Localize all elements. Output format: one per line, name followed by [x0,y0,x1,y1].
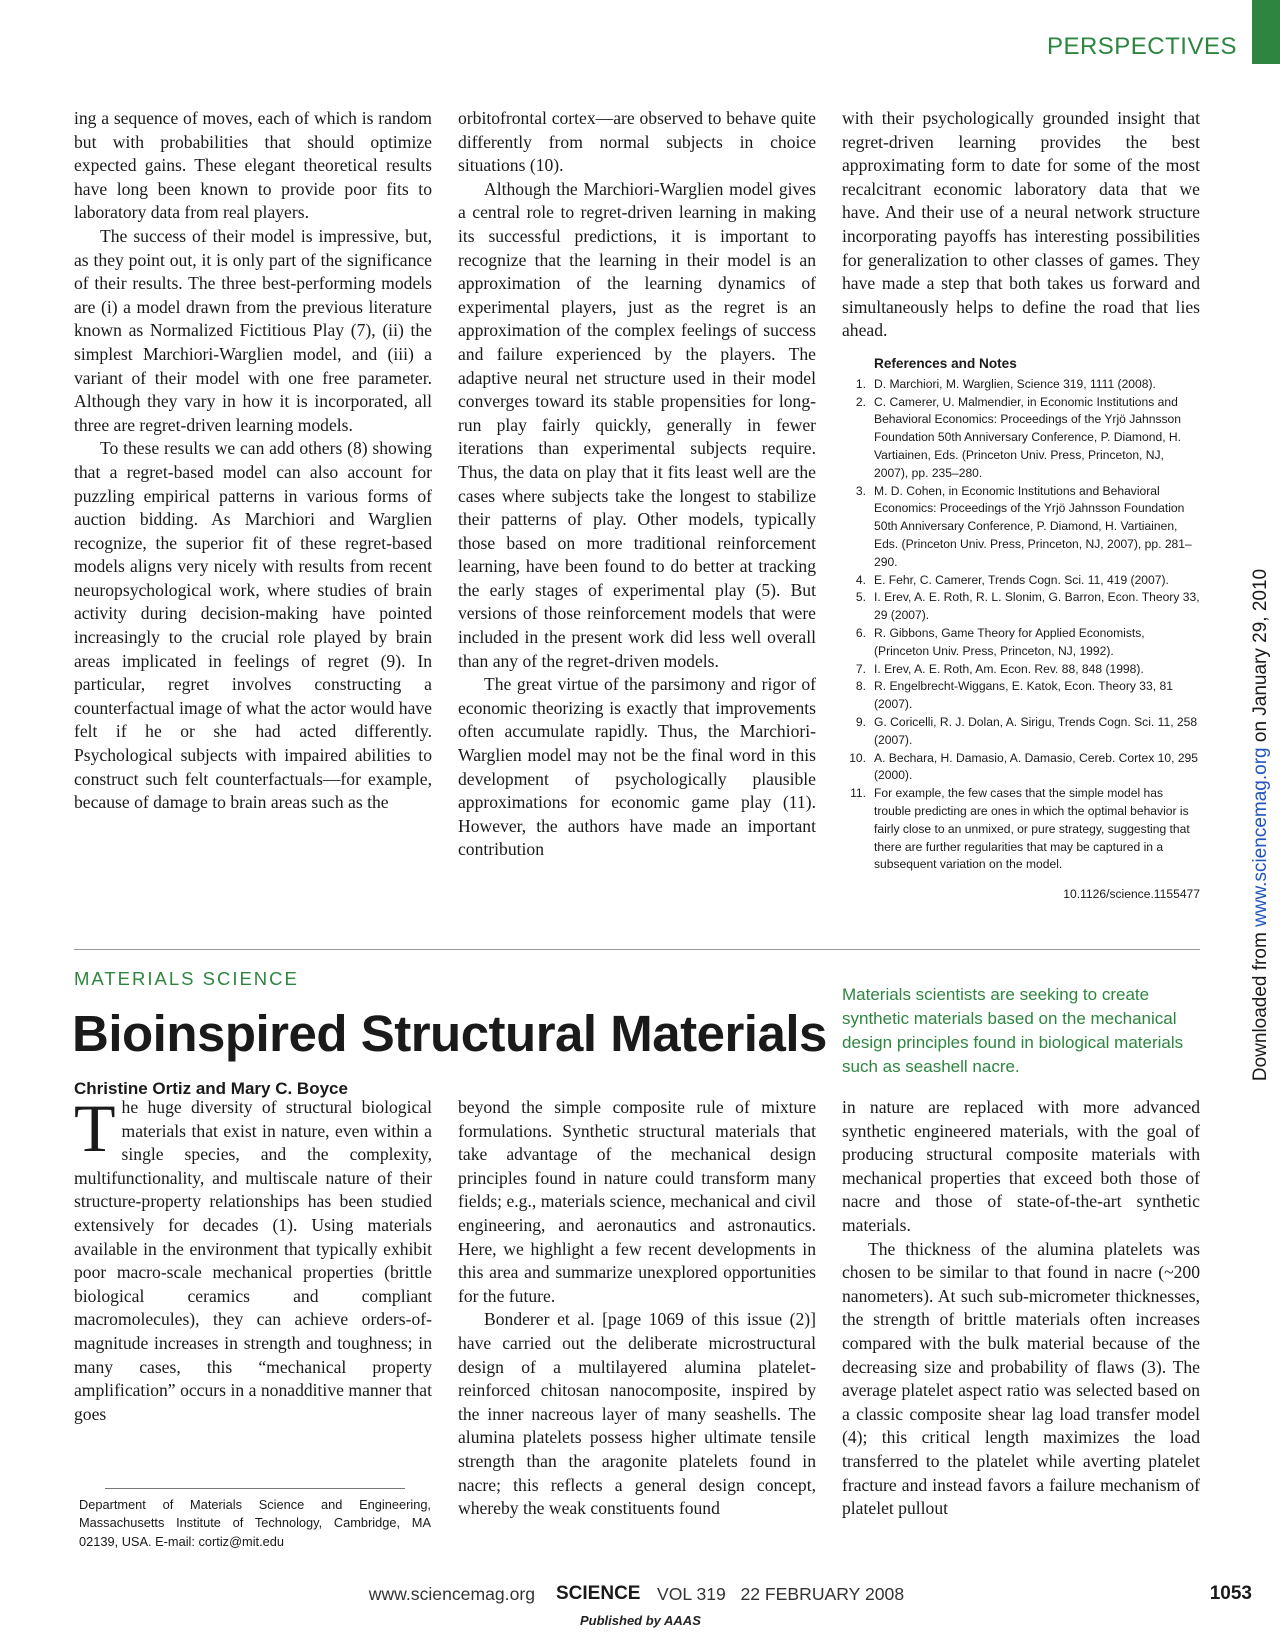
publisher-note: Published by AAAS [580,1613,701,1628]
reference-text: R. Gibbons, Game Theory for Applied Economists, (Princeton Univ. Press, Princeton, NJ, 1992). [874,625,1145,658]
reference-item [842,394,1200,483]
reference-item [842,625,1200,661]
article-kicker: MATERIALS SCIENCE [74,968,299,989]
reference-item [842,714,1200,750]
paragraph: ing a sequence of moves, each of which is random but with probabilities that should optimize expected gains. These elegant theoretical results have long been known to provide poor fits to laboratory data from real players. [74,108,432,223]
reference-number: 10. [849,750,866,765]
paragraph: orbitofrontal cortex—are observed to behave quite differently from normal subjects in choice situations (10). [458,108,816,176]
perspective-column-2 [458,107,816,862]
article-title: Bioinspired Structural Materials [72,1005,827,1062]
page-number: 1053 [1209,1583,1252,1604]
reference-text: G. Coricelli, R. J. Dolan, A. Sirigu, Trends Cogn. Sci. 11, 258 (2007). [874,714,1198,747]
perspective-column-3 [842,107,1200,343]
reference-text: For example, the few cases that the simple model has trouble predicting are ones in which the optimal behavior is fairly close to an unmixed, or pure strategy, suggesting that there are further regularities that may be captured in a subsequent variation on the model. [874,786,1190,872]
paragraph: in nature are replaced with more advanced synthetic engineered materials, with the goal of producing structural composite materials with mechanical properties that exceed both those of nacre and those of state-of-the-art synthetic materials. [842,1097,1200,1235]
footer-journal: SCIENCE [556,1583,641,1604]
paragraph-text: he huge diversity of structural biological materials that exist in nature, even within a single species, and the complexity, multifunctionality, and multiscale nature of their structure-property relationships has been studied extensively for decades (1). Using materials available in the environment that typically exhibit poor macro-scale mechanical properties (brittle biological ceramics and compliant macromolecules), they can achieve orders-of-magnitude increases in strength and toughness; in many cases, this “mechanical property amplification” occurs in a nonadditive manner that goes [74,1097,432,1424]
article-column-2 [458,1096,816,1521]
paragraph: Although the Marchiori-Warglien model gives a central role to regret-driven learning in making its successful predictions, it is important to recognize that the learning in their model is an approximation of the learning dynamics of experimental players, just as the regret is an approximation of the complex feelings of success and failure experienced by the players. The adaptive neural net structure used in their model converges toward its stable propensities for long-run play fairly quickly, generally in fewer iterations than experimental subjects require. Thus, the data on play that it fits least well are the cases where subjects take the longest to stabilize their patterns of play. Other models, typically those based on more traditional reinforcement learning, have been found to do better at tracking the early stages of experimental play (5). But versions of those reinforcement models that were included in the present work did less well overall than any of the regret-driven models. [458,178,816,671]
article-standfirst: Materials scientists are seeking to create synthetic materials based on the mechanical design principles found in biological materials such as seashell nacre. [842,985,1184,1076]
reference-text: A. Bechara, H. Damasio, A. Damasio, Cereb. Cortex 10, 295 (2000). [874,750,1198,783]
reference-item [842,483,1200,572]
reference-number: 11. [850,786,866,801]
paragraph [74,1090,432,1426]
paragraph: To these results we can add others (8) showing that a regret-based model can also account for puzzling empirical patterns in various forms of auction bidding. As Marchiori and Warglien recognize, the superior fit of these regret-based models aligns very nicely with results from recent neuropsychological work, where studies of brain activity during decision-making have pointed increasingly to the crucial role played by brain areas implicated in feelings of regret (9). In particular, regret involves constructing a counterfactual image of what the actor would have felt if he or she had acted differently. Psychological subjects with impaired abilities to construct such felt counterfactuals—for example, because of damage to brain areas such as the [74,438,432,813]
reference-number: 7. [855,661,866,676]
page-footer [0,1584,1280,1612]
section-label: PERSPECTIVES [1046,33,1237,60]
references-title: References and Notes [874,356,1017,371]
reference-number: 1. [855,376,866,391]
download-notice-suffix: on January 29, 2010 [1250,568,1271,748]
reference-item [842,376,1200,394]
reference-item [842,750,1200,786]
reference-number: 2. [855,394,866,409]
paragraph: The great virtue of the parsimony and rigor of economic theorizing is exactly that improvements often accumulate rapidly. Thus, the Marchiori-Warglien model may not be the final word in this development of psychologically plausible approximations for economic game play (11). However, the authors have made an important contribution [458,674,816,860]
reference-number: 4. [855,572,866,587]
paragraph: beyond the simple composite rule of mixture formulations. Synthetic structural materials that take advantage of the mechanical design principles found in nature could transform many fields; e.g., materials science, mechanical and civil engineering, and aeronautics and astronautics. Here, we highlight a few recent developments in this area and summarize unexplored opportunities for the future. [458,1097,816,1306]
footer-url[interactable]: www.sciencemag.org [368,1584,535,1604]
reference-number: 6. [855,625,866,640]
reference-text: C. Camerer, U. Malmendier, in Economic Institutions and Behavioral Economics: Proceedings of the Yrjö Jahnsson Foundation 50th Anniversary Conference, P. Diamond, H. Vartiainen, Eds. (Princeton Univ. Press, Princeton, NJ, 2007), pp. 235–280. [874,394,1182,480]
article-column-3 [842,1096,1200,1521]
footer-issue: VOL 319 22 FEBRUARY 2008 [657,1584,905,1604]
section-color-tab [1252,0,1280,64]
references-section [842,355,1200,904]
doi[interactable]: 10.1126/science.1155477 [1063,887,1200,902]
reference-number: 8. [855,679,866,694]
paragraph: The success of their model is impressive, but, as they point out, it is only part of the significance of their results. The three best-performing models are (i) a model drawn from the previous literature known as Normalized Fictitious Play (7), (ii) the simplest Marchiori-Warglien model, and (iii) a variant of their model with one free parameter. Although they vary in how it is incorporated, all three are regret-driven learning models. [74,225,432,435]
section-divider [74,949,1200,950]
download-notice-prefix: Downloaded from [1250,926,1271,1082]
article-column-1 [74,1090,432,1426]
perspective-column-1 [74,107,432,815]
reference-text: I. Erev, A. E. Roth, Am. Econ. Rev. 88, 848 (1998). [874,661,1144,676]
paragraph: Bonderer et al. [page 1069 of this issue (2)] have carried out the deliberate microstructural design of a multilayered alumina platelet-reinforced chitosan nanocomposite, inspired by the inner nacreous layer of many seashells. The alumina platelets possess higher ultimate tensile strength than the aragonite platelets found in nacre; this reflects a general design concept, whereby the weak constituents found [458,1309,816,1519]
download-notice-link[interactable]: www.sciencemag.org [1250,747,1271,927]
paragraph: with their psychologically grounded insight that regret-driven learning provides the best approximating form to date for some of the most recalcitrant economic laboratory data that we have. And their use of a neural network structure incorporating payoffs has interesting possibilities for generalization to other classes of games. They have made a step that both takes us forward and simultaneously helps to define the road that lies ahead. [842,108,1200,341]
reference-text: M. D. Cohen, in Economic Institutions and Behavioral Economics: Proceedings of the Yrjö Jahnsson Foundation 50th Anniversary Conference, P. Diamond, H. Vartiainen, Eds. (Princeton Univ. Press, Princeton, NJ, 2007), pp. 281–290. [874,483,1192,569]
article-authors: Christine Ortiz and Mary C. Boyce [74,1079,348,1098]
reference-item [842,661,1200,679]
reference-item [842,785,1200,874]
drop-cap: T [74,1090,116,1166]
author-affiliation: Department of Materials Science and Engineering, Massachusetts Institute of Technology, Cambridge, MA 02139, USA. E-mail: cortiz@mit.edu [79,1497,431,1549]
reference-text: I. Erev, A. E. Roth, R. L. Slonim, G. Barron, Econ. Theory 33, 29 (2007). [874,590,1200,623]
reference-number: 3. [855,483,866,498]
reference-text: E. Fehr, C. Camerer, Trends Cogn. Sci. 11, 419 (2007). [874,572,1169,587]
reference-item [842,678,1200,714]
reference-number: 5. [855,590,866,605]
reference-item [842,572,1200,590]
reference-number: 9. [855,714,866,729]
reference-item [842,589,1200,625]
reference-text: D. Marchiori, M. Warglien, Science 319, 1111 (2008). [874,376,1156,391]
download-notice [1250,569,1272,1081]
references-list [842,376,1200,874]
affiliation-rule [105,1488,405,1489]
paragraph: The thickness of the alumina platelets was chosen to be similar to that found in nacre (~200 nanometers). At such sub-micrometer thicknesses, the strength of brittle materials often increases compared with the bulk material because of the decreasing size and probability of flaws (3). The average platelet aspect ratio was selected based on a classic composite shear lag load transfer model (4); this critical length maximizes the load transferred to the platelet while averting platelet fracture and instead favors a failure mechanism of platelet pullout [842,1238,1200,1519]
reference-text: R. Engelbrecht-Wiggans, E. Katok, Econ. Theory 33, 81 (2007). [874,679,1173,712]
